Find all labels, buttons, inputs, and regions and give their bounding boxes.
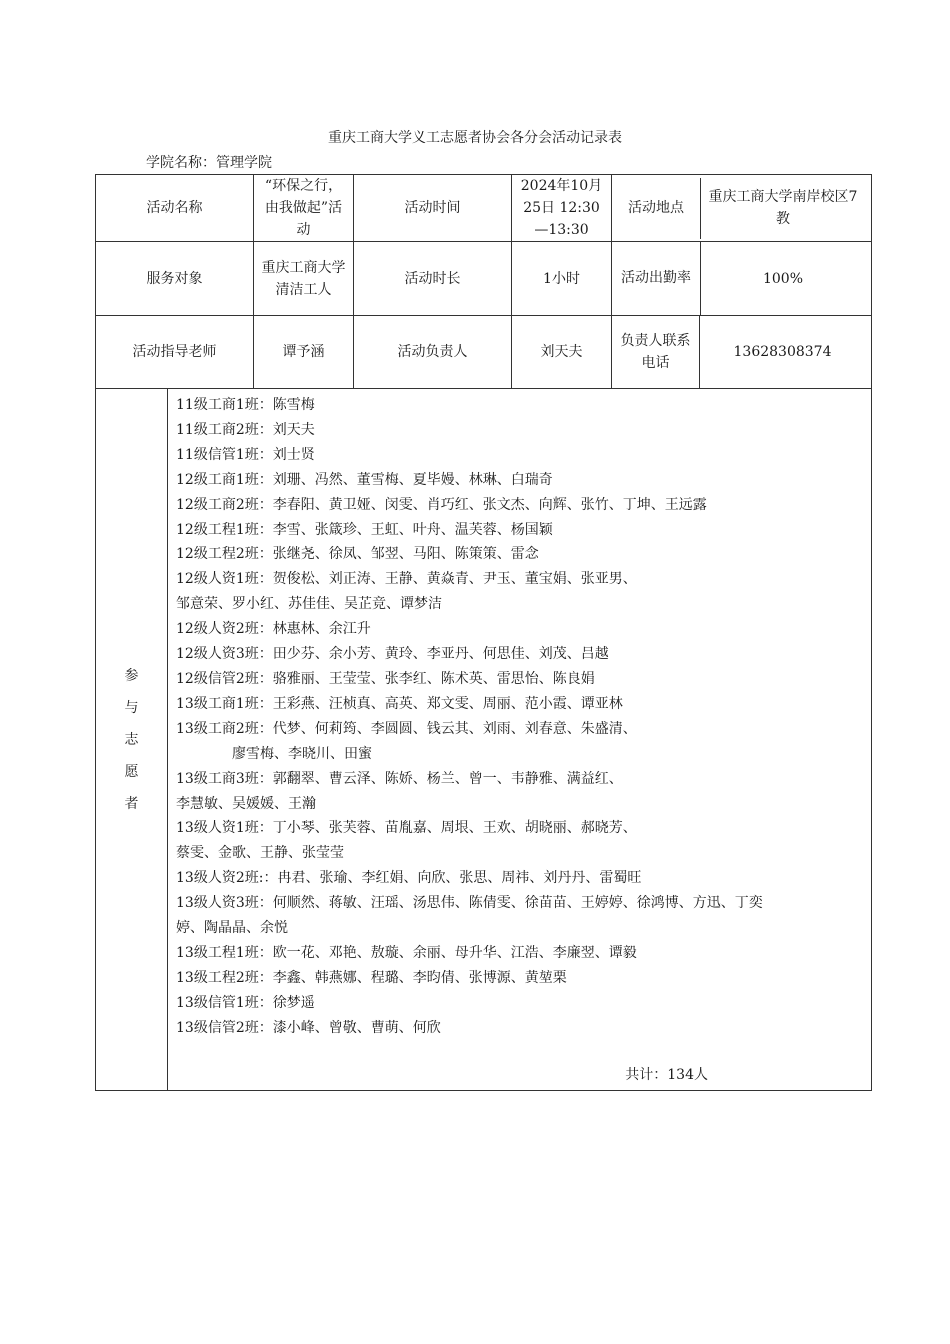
volunteer-line: 廖雪梅、李晓川、田蜜: [232, 745, 372, 762]
document-title: 重庆工商大学义工志愿者协会各分会活动记录表: [328, 130, 622, 146]
volunteers-list: [168, 389, 872, 1091]
supervisor-label: 活动指导老师: [96, 316, 254, 389]
info-row-service: [96, 242, 872, 316]
volunteers-label-char: 与: [124, 699, 139, 716]
leader-phone-cell: [612, 316, 872, 389]
volunteer-line: 11级工商2班：刘天夫: [176, 421, 315, 438]
volunteer-line: 12级工程1班：李雪、张箴珍、王虹、叶舟、温芙蓉、杨国颖: [176, 521, 553, 538]
volunteer-line: 11级信管1班：刘士贤: [176, 446, 315, 463]
info-row-supervisor: [96, 316, 872, 389]
volunteer-line: 12级人资2班：林惠林、余江升: [176, 621, 371, 638]
leader-value: 刘天夫: [512, 316, 612, 389]
volunteer-line: 11级工商1班：陈雪梅: [176, 397, 315, 413]
activity-location-label: 活动地点: [612, 178, 701, 239]
volunteer-line: 12级工商2班：李春阳、黄卫娅、闵雯、肖巧红、张文杰、向辉、张竹、丁坤、王远露: [176, 496, 707, 513]
activity-name-label: 活动名称: [96, 175, 254, 242]
volunteer-line: 13级信管1班：徐梦遥: [176, 994, 315, 1011]
college-name-line: [146, 152, 272, 172]
volunteer-line: 12级人资1班：贺俊松、刘正涛、王静、黄焱青、尹玉、董宝娟、张亚男、: [176, 571, 637, 588]
volunteer-line: 李慧敏、吴媛媛、王瀚: [176, 795, 316, 812]
volunteer-line: 12级信管2班：骆雅丽、王莹莹、张李红、陈术英、雷思怡、陈良娟: [176, 670, 595, 687]
volunteer-line: 蔡雯、金歌、王静、张莹莹: [176, 845, 344, 862]
volunteer-total: 共计：134人: [625, 1067, 708, 1083]
attendance-rate-value: 100%: [762, 270, 804, 287]
volunteers-label-char: 参: [124, 667, 139, 684]
volunteer-line: 12级工商1班：刘珊、冯然、董雪梅、夏毕嫚、林琳、白瑞奇: [176, 471, 553, 488]
volunteer-line: 13级人资3班：何顺然、蒋敏、汪瑶、汤思伟、陈倩雯、徐苗苗、王婷婷、徐鸿博、方迅、丁奕: [176, 895, 763, 912]
supervisor-value: 谭予涵: [254, 316, 354, 389]
service-target-label: 服务对象: [96, 242, 254, 316]
volunteer-line: 邹意荣、罗小红、苏佳佳、吴芷竞、谭梦洁: [176, 596, 442, 613]
activity-duration-value: 1小时: [512, 242, 612, 316]
volunteer-line: 13级工程2班：李鑫、韩燕娜、程璐、李昀倩、张博源、黄堃栗: [176, 969, 567, 986]
attendance-rate-label: 活动出勤率: [612, 242, 701, 315]
leader-phone-value: 13628308374: [733, 344, 832, 360]
volunteer-line: 13级工商2班：代梦、何莉筠、李圆圆、钱云其、刘雨、刘春意、朱盛清、: [176, 720, 637, 737]
attendance-cell: [612, 242, 872, 316]
volunteers-label-char: 愿: [124, 763, 139, 780]
volunteer-line: 13级人资2班:：冉君、张瑜、李红娟、向欣、张思、周祎、刘丹丹、雷蜀旺: [176, 870, 642, 887]
info-row-activity: [96, 175, 872, 242]
volunteers-label-char: 者: [124, 795, 139, 812]
activity-duration-label: 活动时长: [354, 242, 512, 316]
activity-record-table: [95, 174, 872, 1091]
volunteers-row: [96, 389, 872, 1091]
activity-location-value: 重庆工商大学南岸校区7教: [708, 189, 858, 227]
volunteer-line: 婷、陶晶晶、余悦: [176, 920, 288, 937]
volunteer-line: 13级工商3班：郭翻翠、曹云泽、陈娇、杨兰、曾一、韦静雅、满益红、: [176, 770, 623, 787]
activity-location-cell: [612, 175, 872, 242]
activity-time-label: 活动时间: [354, 175, 512, 242]
volunteer-line: 13级工程1班：欧一花、邓艳、敖璇、余丽、母升华、江浩、李廉翌、谭毅: [176, 944, 637, 961]
volunteer-line: 12级工程2班：张继尧、徐凤、邹翌、马阳、陈策策、雷念: [176, 546, 539, 563]
leader-phone-label: 负责人联系电话: [612, 316, 700, 388]
college-value: 管理学院: [216, 155, 272, 171]
volunteer-line: 13级工商1班：王彩燕、汪桢真、高英、郑文雯、周丽、范小霞、谭亚林: [176, 695, 623, 712]
service-target-value: 重庆工商大学清洁工人: [254, 242, 354, 316]
leader-label: 活动负责人: [354, 316, 512, 389]
activity-name-value: “环保之行，由我做起”活动: [254, 175, 354, 242]
volunteer-line: 13级人资1班：丁小琴、张芙蓉、苗胤嘉、周垠、王欢、胡晓丽、郝晓芳、: [176, 820, 637, 837]
volunteers-label-char: 志: [124, 731, 139, 748]
college-label: 学院名称：: [146, 155, 216, 171]
activity-time-value: 2024年10月25日 12:30—13:30: [512, 175, 612, 242]
volunteer-line: 13级信管2班：漆小峰、曾敬、曹萌、何欣: [176, 1019, 441, 1036]
volunteer-line: 12级人资3班：田少芬、余小芳、黄玲、李亚丹、何思佳、刘茂、吕越: [176, 646, 609, 663]
volunteers-label: [96, 389, 168, 1091]
